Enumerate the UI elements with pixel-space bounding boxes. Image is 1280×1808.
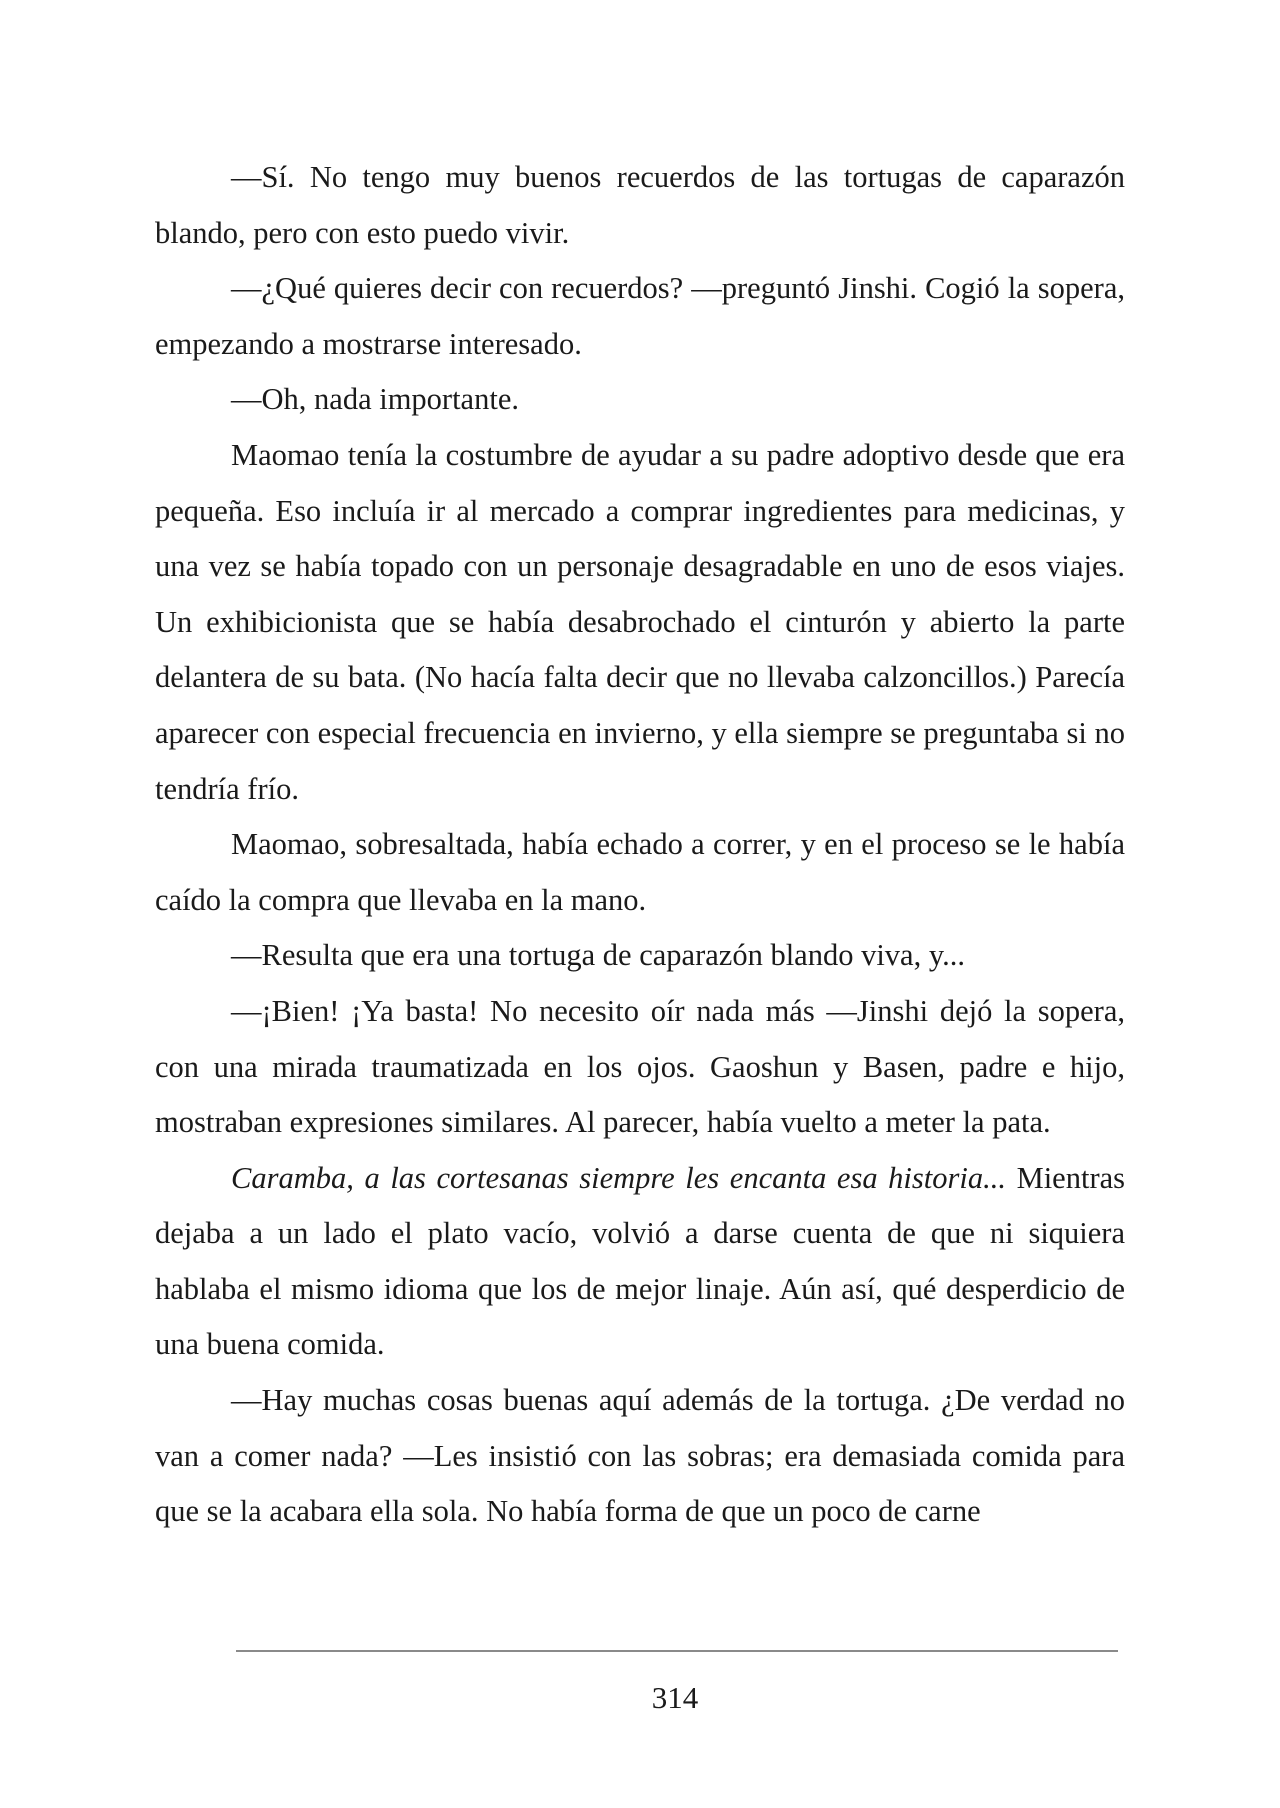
paragraph-2: —¿Qué quieres decir con recuerdos? —preguntó Jinshi. Cogió la sopera, empezando a mostrarse interesado. xyxy=(155,271,1125,361)
footer-divider xyxy=(236,1650,1118,1652)
paragraph-6: —Resulta que era una tortuga de caparazón blando viva, y... xyxy=(231,938,965,973)
paragraph-8-rest: Mientras dejaba a un lado el plato vacío, volvió a darse cuenta de que ni siquiera hablaba el mismo idioma que los de mejor linaje. Aún así, qué desperdicio de una buena comida. xyxy=(155,1160,1126,1362)
italic-thought: Caramba, a las cortesanas siempre les encanta esa historia... xyxy=(231,1160,1006,1195)
page-number: 314 xyxy=(651,1680,699,1715)
paragraph-9: —Hay muchas cosas buenas aquí además de la tortuga. ¿De verdad no van a comer nada? —Les insistió con las sobras; era demasiada comida para que se la acabara ella sola. No había forma de que un poco de carne xyxy=(155,1383,1125,1529)
paragraph-5: Maomao, sobresaltada, había echado a correr, y en el proceso se le había caído la compra que llevaba en la mano. xyxy=(155,827,1125,917)
paragraph-3: —Oh, nada importante. xyxy=(231,382,519,417)
paragraph-4: Maomao tenía la costumbre de ayudar a su padre adoptivo desde que era pequeña. Eso incluía ir al mercado a comprar ingredientes para medicinas, y una vez se había topado con un personaje desagradable en uno de esos viajes. Un exhibicionista que se había desabrochado el cinturón y abierto la parte delantera de su bata. (No hacía falta decir que no llevaba calzoncillos.) Parecía aparecer con especial frecuencia en invierno, y ella siempre se preguntaba si no tendría frío. xyxy=(155,437,1125,806)
body-text xyxy=(155,150,1125,1540)
paragraph-7: —¡Bien! ¡Ya basta! No necesito oír nada más —Jinshi dejó la sopera, con una mirada traumatizada en los ojos. Gaoshun y Basen, padre e hijo, mostraban expresiones similares. Al parecer, había vuelto a meter la pata. xyxy=(155,993,1125,1140)
paragraph-8 xyxy=(155,1151,1125,1373)
paragraph-1: —Sí. No tengo muy buenos recuerdos de las tortugas de caparazón blando, pero con esto puedo vivir. xyxy=(155,160,1125,250)
